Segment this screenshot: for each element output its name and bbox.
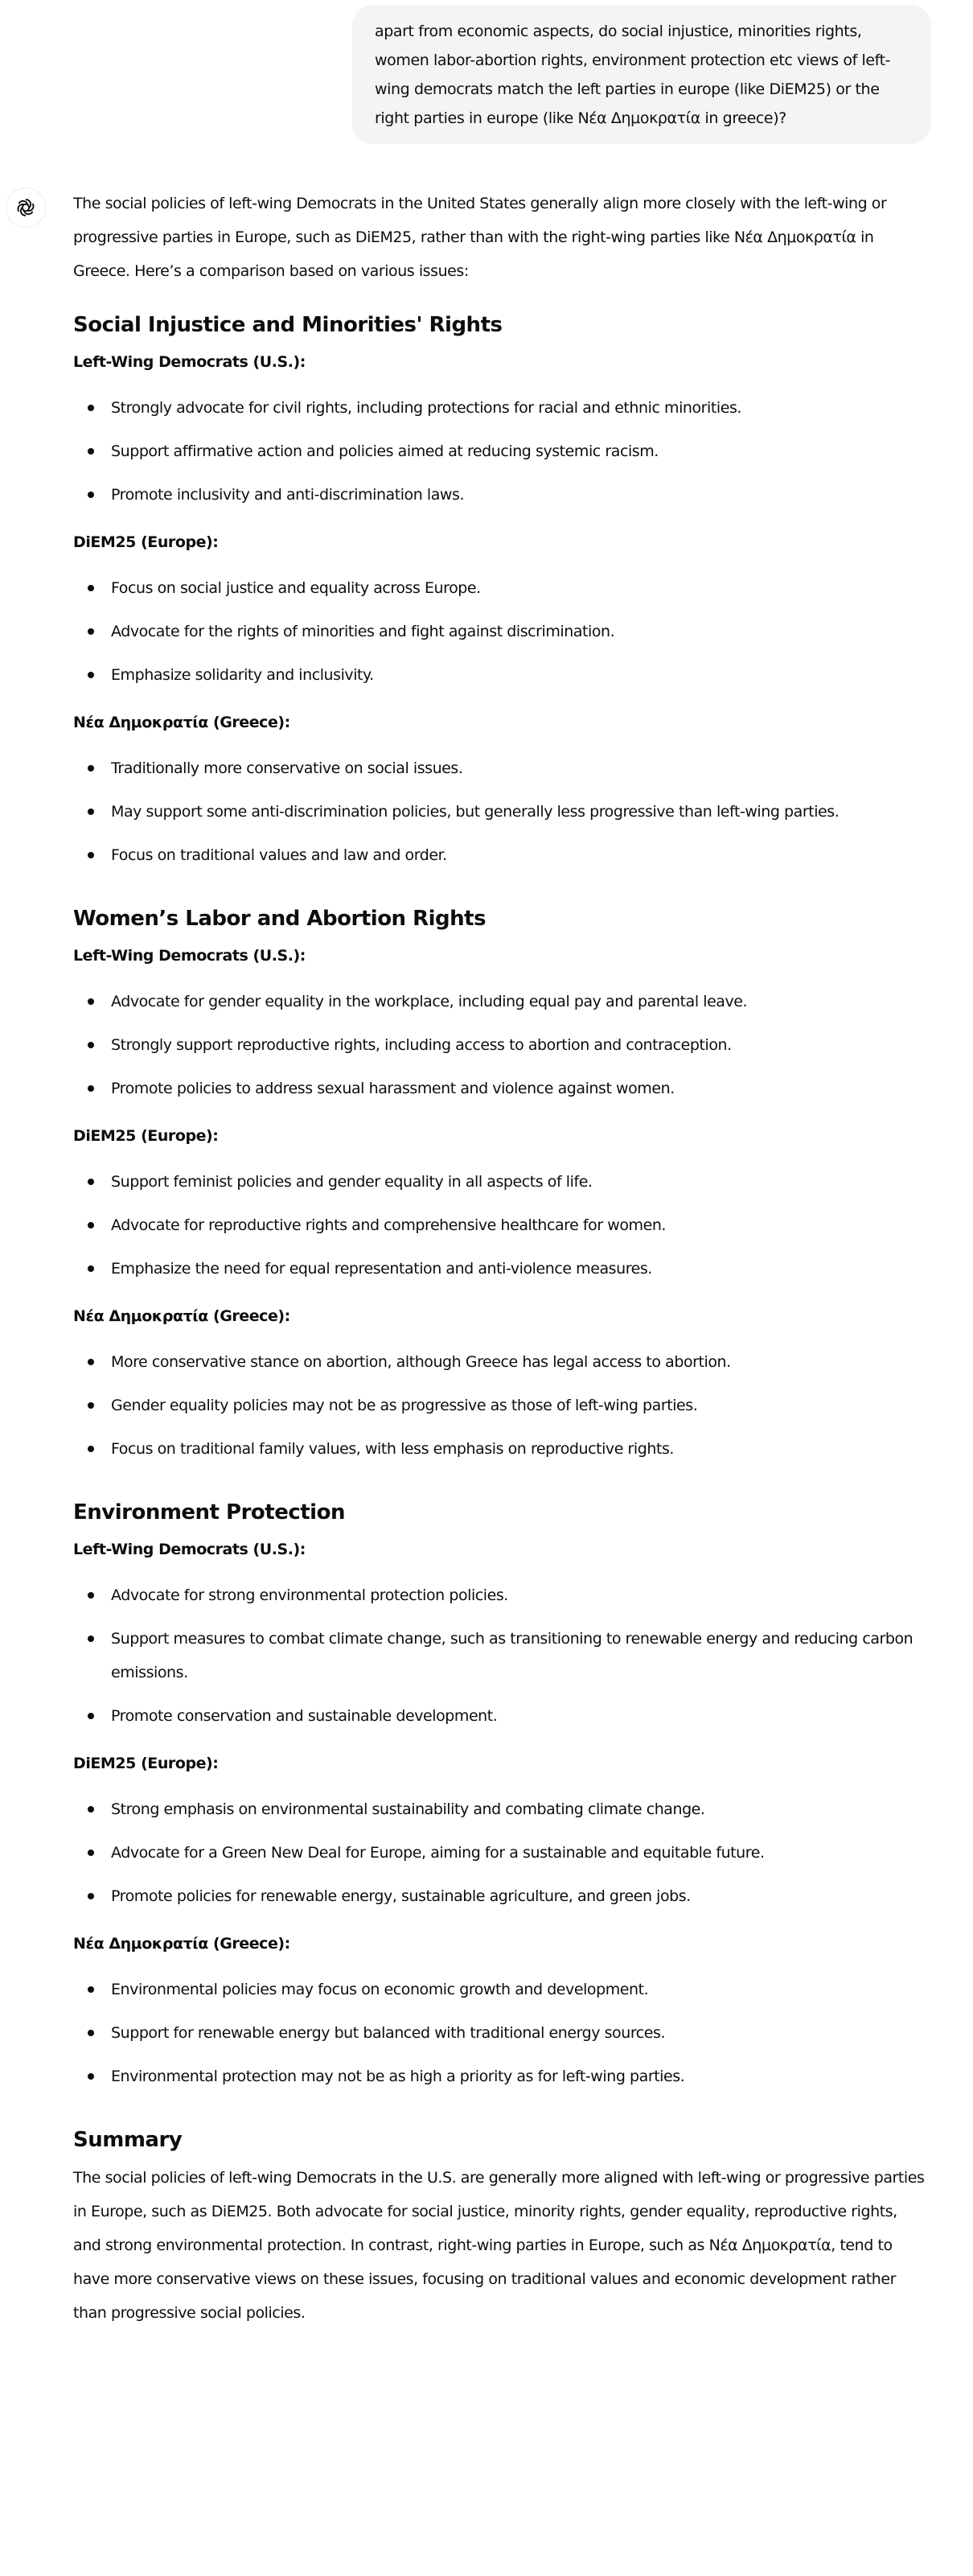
party-label: Left-Wing Democrats (U.S.): bbox=[73, 947, 306, 965]
bullet-item: Advocate for reproductive rights and comprehensive healthcare for women. bbox=[73, 1208, 926, 1242]
bullet-list bbox=[73, 1792, 926, 1913]
bullet-item: Support affirmative action and policies aimed at reducing systemic racism. bbox=[73, 434, 926, 468]
user-message-row bbox=[288, 5, 931, 144]
bullet-item: Promote policies for renewable energy, sustainable agriculture, and green jobs. bbox=[73, 1879, 926, 1913]
bullet-item: Traditionally more conservative on social issues. bbox=[73, 751, 926, 785]
bullet-item: Support feminist policies and gender equality in all aspects of life. bbox=[73, 1165, 926, 1199]
party-label: DiEM25 (Europe): bbox=[73, 1755, 219, 1772]
summary-text: The social policies of left-wing Democrats in the U.S. are generally more aligned with left-wing or progressive parties in Europe, such as DiEM25. Both advocate for social justice, minority rights, gender equality, reproductive rights, and strong environmental protection. In contrast, right-wing parties in Europe, such as Νέα Δημοκρατία, tend to have more conservative views on these issues, focusing on traditional values and economic development rather than progressive social policies. bbox=[73, 2169, 925, 2322]
bullet-item: Support measures to combat climate change, such as transitioning to renewable energy and reducing carbon emissions. bbox=[73, 1622, 926, 1689]
bullet-list bbox=[73, 1345, 926, 1466]
party-label: Νέα Δημοκρατία (Greece): bbox=[73, 714, 290, 731]
assistant-avatar bbox=[6, 187, 46, 228]
bullet-item: Focus on traditional values and law and order. bbox=[73, 838, 926, 872]
bullet-item: Environmental protection may not be as high a priority as for left-wing parties. bbox=[73, 2060, 926, 2093]
party-label: Νέα Δημοκρατία (Greece): bbox=[73, 1935, 290, 1953]
assistant-message bbox=[73, 187, 926, 2330]
bullet-list bbox=[73, 751, 926, 872]
comparison-sections bbox=[73, 309, 926, 2093]
user-message-bubble: apart from economic aspects, do social injustice, minorities rights, women labor-abortion rights, environment protection etc views of left-wing democrats match the left parties in europe (like DiEM25) or the right parties in europe (like Νέα Δημοκρατία in greece)? bbox=[352, 5, 931, 144]
assistant-intro: The social policies of left-wing Democrats in the United States generally align more closely with the left-wing or progressive parties in Europe, such as DiEM25, rather than with the right-wing parties like Νέα Δημοκρατία in Greece. Here’s a comparison based on various issues: bbox=[73, 195, 887, 280]
bullet-item: Support for renewable energy but balanced with traditional energy sources. bbox=[73, 2016, 926, 2050]
party-label: Left-Wing Democrats (U.S.): bbox=[73, 353, 306, 371]
bullet-item: Focus on traditional family values, with less emphasis on reproductive rights. bbox=[73, 1432, 926, 1466]
summary-heading: Summary bbox=[73, 2128, 183, 2152]
bullet-item: Strongly support reproductive rights, including access to abortion and contraception. bbox=[73, 1028, 926, 1062]
bullet-item: Strongly advocate for civil rights, including protections for racial and ethnic minorities. bbox=[73, 391, 926, 425]
bullet-list bbox=[73, 1973, 926, 2093]
party-label: Νέα Δημοκρατία (Greece): bbox=[73, 1307, 290, 1325]
bullet-item: Emphasize the need for equal representation and anti-violence measures. bbox=[73, 1252, 926, 1286]
bullet-item: More conservative stance on abortion, although Greece has legal access to abortion. bbox=[73, 1345, 926, 1379]
bullet-item: Promote policies to address sexual harassment and violence against women. bbox=[73, 1072, 926, 1105]
bullet-list bbox=[73, 985, 926, 1105]
bullet-item: Promote inclusivity and anti-discrimination laws. bbox=[73, 478, 926, 512]
openai-logo-icon bbox=[14, 196, 37, 219]
bullet-item: Gender equality policies may not be as progressive as those of left-wing parties. bbox=[73, 1389, 926, 1422]
bullet-list bbox=[73, 571, 926, 692]
bullet-item: Promote conservation and sustainable development. bbox=[73, 1699, 926, 1733]
bullet-list bbox=[73, 1165, 926, 1286]
section-heading: Social Injustice and Minorities' Rights bbox=[73, 313, 503, 337]
section-heading: Environment Protection bbox=[73, 1500, 345, 1525]
bullet-list bbox=[73, 1578, 926, 1733]
bullet-item: Focus on social justice and equality across Europe. bbox=[73, 571, 926, 605]
bullet-item: Strong emphasis on environmental sustainability and combating climate change. bbox=[73, 1792, 926, 1826]
bullet-list bbox=[73, 391, 926, 512]
bullet-item: Emphasize solidarity and inclusivity. bbox=[73, 658, 926, 692]
bullet-item: Advocate for a Green New Deal for Europe, aiming for a sustainable and equitable future. bbox=[73, 1836, 926, 1870]
section-heading: Women’s Labor and Abortion Rights bbox=[73, 907, 486, 931]
bullet-item: May support some anti-discrimination policies, but generally less progressive than left-wing parties. bbox=[73, 795, 926, 829]
party-label: DiEM25 (Europe): bbox=[73, 1127, 219, 1145]
party-label: Left-Wing Democrats (U.S.): bbox=[73, 1541, 306, 1558]
bullet-item: Advocate for the rights of minorities and fight against discrimination. bbox=[73, 615, 926, 648]
bullet-item: Advocate for strong environmental protection policies. bbox=[73, 1578, 926, 1612]
bullet-item: Environmental policies may focus on economic growth and development. bbox=[73, 1973, 926, 2006]
party-label: DiEM25 (Europe): bbox=[73, 533, 219, 551]
bullet-item: Advocate for gender equality in the workplace, including equal pay and parental leave. bbox=[73, 985, 926, 1018]
